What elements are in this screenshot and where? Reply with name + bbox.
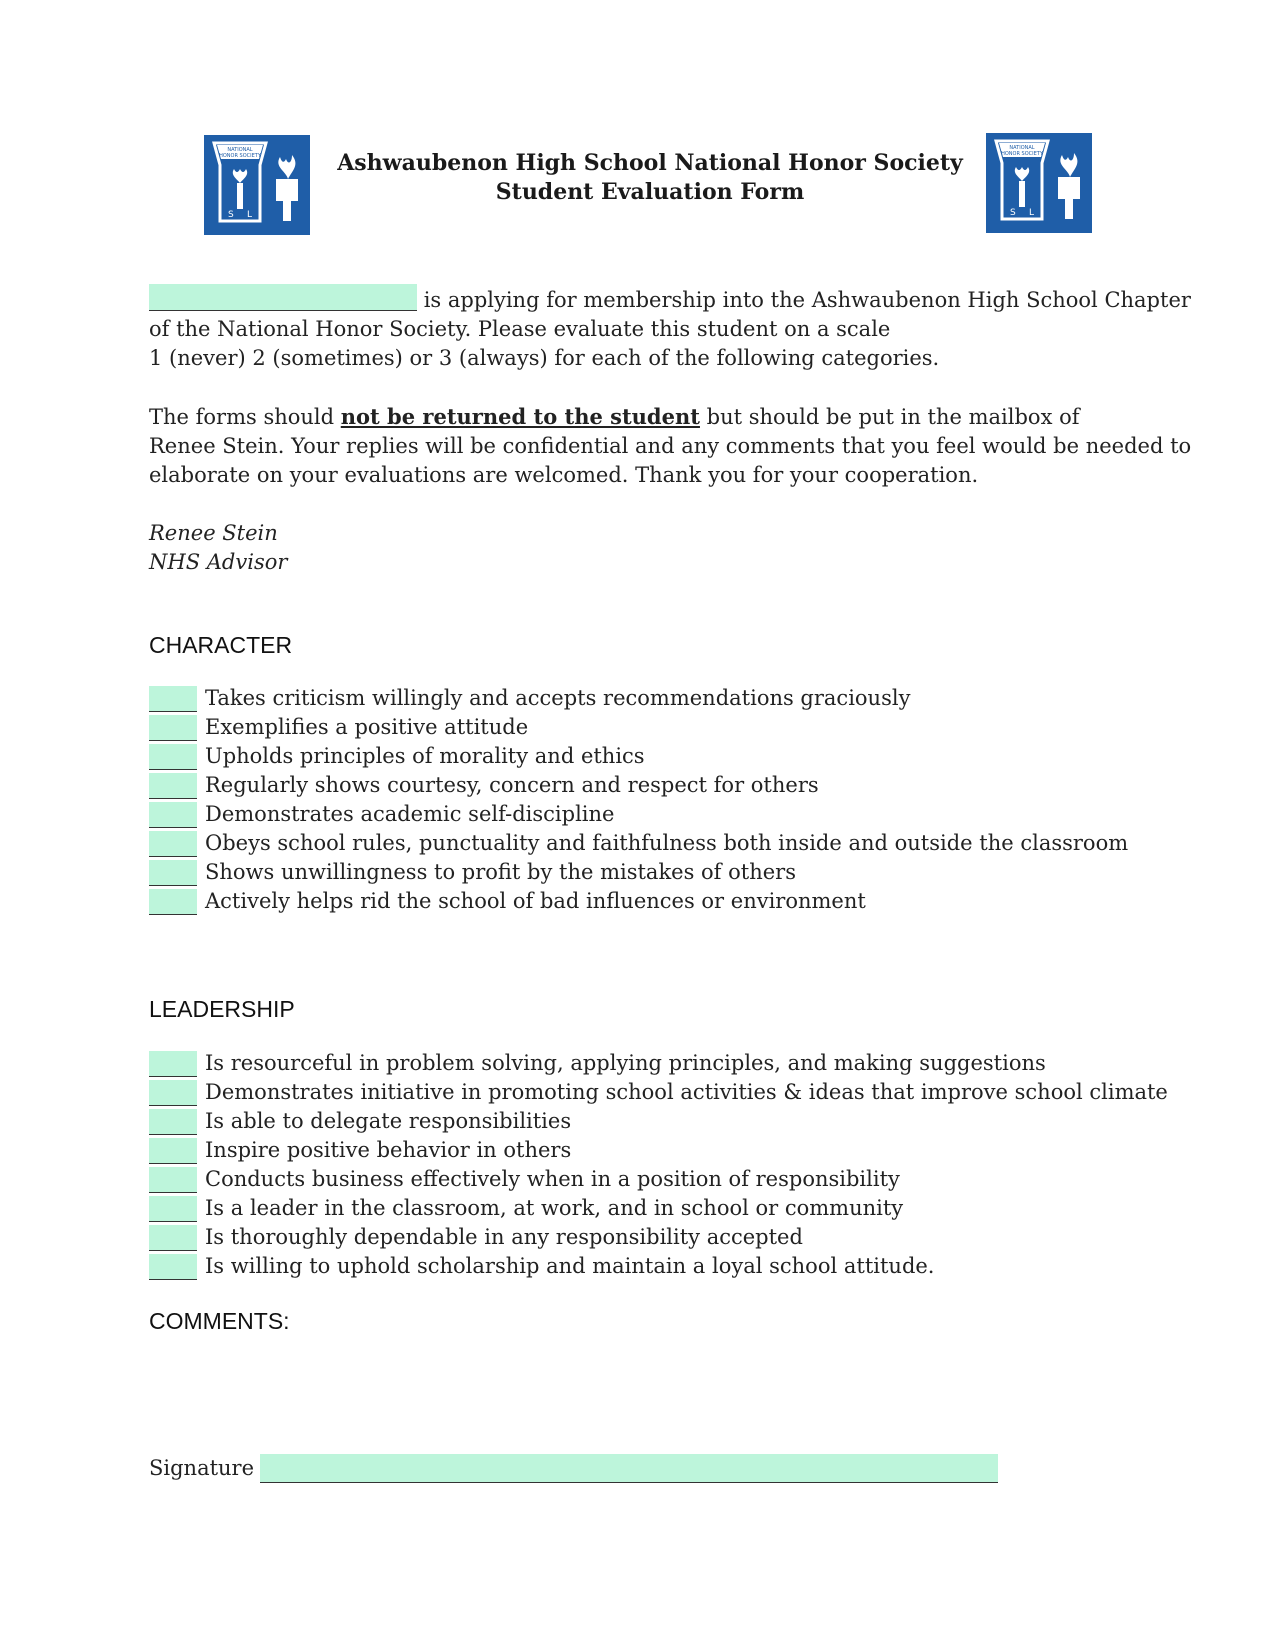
- nhs-logo-icon: [204, 135, 310, 235]
- student-name-field[interactable]: [149, 284, 417, 311]
- rating-field[interactable]: [149, 889, 197, 915]
- criteria-item: [149, 713, 1249, 742]
- rating-field[interactable]: [149, 1080, 197, 1106]
- signoff: [149, 519, 1199, 577]
- svg-text:NATIONAL: NATIONAL: [227, 147, 253, 153]
- rating-field[interactable]: [149, 802, 197, 828]
- criteria-label: Conducts business effectively when in a position of responsibility: [205, 1167, 900, 1191]
- instructions-after: but should be put in the mailbox of: [699, 405, 1080, 429]
- nhs-keystone-torch-icon: [204, 135, 310, 235]
- criteria-item: [149, 800, 1249, 829]
- rating-field[interactable]: [149, 860, 197, 886]
- svg-text:HONOR SOCIETY: HONOR SOCIETY: [219, 153, 261, 159]
- signature-row: [149, 1453, 998, 1483]
- nhs-keystone-torch-icon: [986, 133, 1092, 233]
- criteria-label: Is willing to uphold scholarship and maintain a loyal school attitude.: [205, 1254, 935, 1278]
- criteria-item: [149, 1194, 1249, 1223]
- criteria-item: [149, 1107, 1249, 1136]
- rating-field[interactable]: [149, 773, 197, 799]
- intro-text: is applying for membership into the Ashwaubenon High School Chapter of the National Honor Society. Please evaluate this student on a scale: [149, 288, 1191, 341]
- leadership-heading: LEADERSHIP: [149, 996, 295, 1022]
- character-heading: CHARACTER: [149, 632, 293, 658]
- signoff-role: NHS Advisor: [149, 550, 288, 574]
- leadership-criteria-list: [149, 1049, 1249, 1281]
- criteria-label: Exemplifies a positive attitude: [205, 715, 529, 739]
- instructions-before: The forms should: [149, 405, 341, 429]
- criteria-item: [149, 1223, 1249, 1252]
- criteria-label: Is resourceful in problem solving, applying principles, and making suggestions: [205, 1051, 1046, 1075]
- signature-label: Signature: [149, 1456, 255, 1480]
- criteria-item: [149, 887, 1249, 916]
- svg-text:NATIONAL: NATIONAL: [1009, 145, 1035, 151]
- criteria-label: Is thoroughly dependable in any responsibility accepted: [205, 1225, 803, 1249]
- criteria-item: [149, 1136, 1249, 1165]
- comments-heading: COMMENTS:: [149, 1308, 290, 1334]
- criteria-label: Demonstrates academic self-discipline: [205, 802, 615, 826]
- signature-field[interactable]: [260, 1454, 998, 1483]
- rating-field[interactable]: [149, 1167, 197, 1193]
- title-line-2: Student Evaluation Form: [495, 179, 805, 205]
- intro-paragraph: [149, 284, 1199, 373]
- criteria-label: Is able to delegate responsibilities: [205, 1109, 572, 1133]
- nhs-logo-icon: [986, 133, 1092, 233]
- svg-text:L: L: [1029, 208, 1035, 218]
- criteria-label: Takes criticism willingly and accepts recommendations graciously: [205, 686, 911, 710]
- criteria-item: [149, 684, 1249, 713]
- criteria-item: [149, 829, 1249, 858]
- title-line-1: Ashwaubenon High School National Honor Society: [337, 150, 963, 176]
- criteria-label: Regularly shows courtesy, concern and respect for others: [205, 773, 819, 797]
- rating-field[interactable]: [149, 831, 197, 857]
- instructions-emphasis: not be returned to the student: [340, 404, 700, 429]
- rating-field[interactable]: [149, 1196, 197, 1222]
- criteria-label: Shows unwillingness to profit by the mistakes of others: [205, 860, 796, 884]
- svg-text:HONOR SOCIETY: HONOR SOCIETY: [1001, 151, 1043, 157]
- criteria-label: Upholds principles of morality and ethics: [205, 744, 645, 768]
- svg-text:S: S: [1010, 208, 1016, 218]
- form-intro: [149, 284, 1199, 577]
- rating-field[interactable]: [149, 1051, 197, 1077]
- criteria-item: [149, 858, 1249, 887]
- criteria-item: [149, 1078, 1249, 1107]
- form-title: [320, 149, 980, 207]
- intro-scale: 1 (never) 2 (sometimes) or 3 (always) for each of the following categories.: [149, 346, 940, 370]
- criteria-item: [149, 771, 1249, 800]
- rating-field[interactable]: [149, 715, 197, 741]
- criteria-label: Actively helps rid the school of bad influences or environment: [205, 889, 866, 913]
- signoff-name: Renee Stein: [149, 521, 278, 545]
- svg-text:L: L: [247, 210, 253, 220]
- criteria-item: [149, 1252, 1249, 1281]
- criteria-item: [149, 742, 1249, 771]
- criteria-label: Inspire positive behavior in others: [205, 1138, 572, 1162]
- criteria-label: Obeys school rules, punctuality and faithfulness both inside and outside the classroom: [205, 831, 1129, 855]
- instructions-paragraph: [149, 402, 1199, 490]
- rating-field[interactable]: [149, 1138, 197, 1164]
- rating-field[interactable]: [149, 1109, 197, 1135]
- rating-field[interactable]: [149, 686, 197, 712]
- instructions-line2: Renee Stein. Your replies will be confidential and any comments that you feel would be needed to elaborate on your evaluations are welcomed. Thank you for your cooperation.: [149, 434, 1192, 487]
- character-criteria-list: [149, 684, 1249, 916]
- svg-text:S: S: [228, 210, 234, 220]
- rating-field[interactable]: [149, 744, 197, 770]
- criteria-label: Demonstrates initiative in promoting school activities & ideas that improve school climate: [205, 1080, 1168, 1104]
- criteria-item: [149, 1165, 1249, 1194]
- rating-field[interactable]: [149, 1254, 197, 1280]
- criteria-label: Is a leader in the classroom, at work, and in school or community: [205, 1196, 904, 1220]
- criteria-item: [149, 1049, 1249, 1078]
- rating-field[interactable]: [149, 1225, 197, 1251]
